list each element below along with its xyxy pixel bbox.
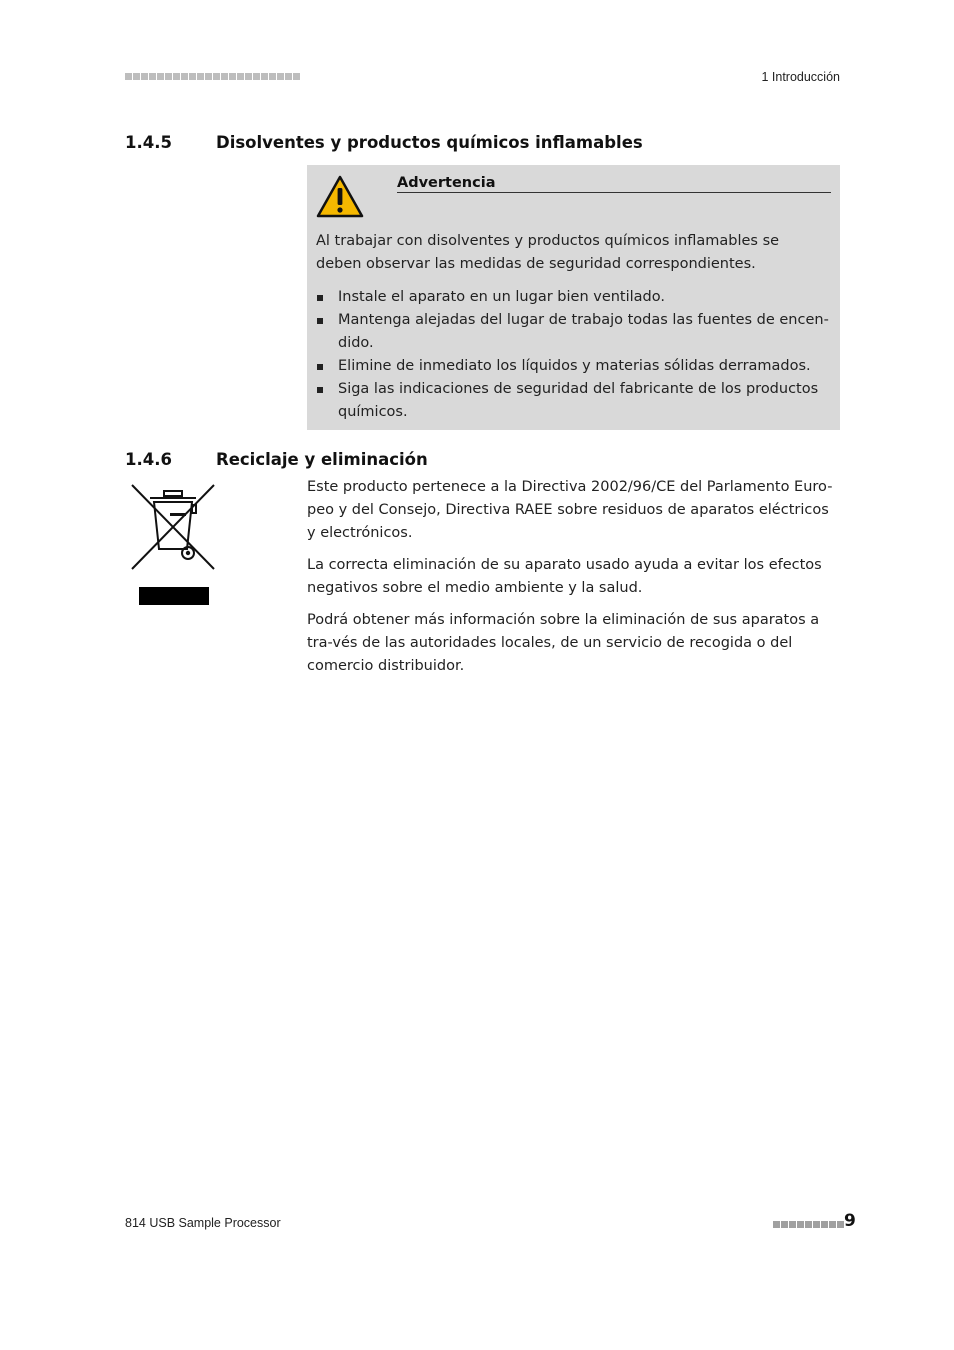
warning-triangle-icon bbox=[316, 175, 364, 218]
paragraph: La correcta eliminación de su aparato usado ayuda a evitar los efectos negativos sobre el medio ambiente y la salud. bbox=[307, 557, 822, 596]
weee-black-bar bbox=[139, 587, 209, 605]
list-item: Instale el aparato en un lugar bien ventilado. bbox=[316, 286, 831, 309]
section-heading-1-4-5 bbox=[125, 133, 643, 152]
warning-intro: Al trabajar con disolventes y productos químicos inflamables se deben observar las medidas de seguridad correspondientes. bbox=[316, 233, 780, 272]
crossed-out-wheelie-bin-icon bbox=[128, 483, 218, 573]
section-title: Reciclaje y eliminación bbox=[216, 450, 428, 469]
section-number: 1.4.5 bbox=[125, 133, 172, 152]
list-item: Elimine de inmediato los líquidos y materias sólidas derramados. bbox=[316, 355, 831, 378]
page-number: 9 bbox=[844, 1211, 856, 1231]
warning-title: Advertencia bbox=[397, 175, 831, 193]
section-number: 1.4.6 bbox=[125, 450, 172, 469]
warning-box bbox=[307, 165, 840, 430]
section-title: Disolventes y productos químicos inflamables bbox=[216, 133, 643, 152]
header-dots-decoration bbox=[125, 73, 300, 80]
chapter-header: 1 Introducción bbox=[761, 70, 840, 84]
footer-product-name: 814 USB Sample Processor bbox=[125, 1216, 281, 1230]
list-item: Mantenga alejadas del lugar de trabajo todas las fuentes de encen-dido. bbox=[316, 309, 831, 355]
warning-list bbox=[316, 286, 831, 424]
footer-dots-decoration bbox=[773, 1221, 844, 1228]
paragraph: Podrá obtener más información sobre la eliminación de sus aparatos a tra-vés de las autoridades locales, de un servicio de recogida o del comercio distribuidor. bbox=[307, 612, 820, 674]
list-item: Siga las indicaciones de seguridad del fabricante de los productos químicos. bbox=[316, 378, 831, 424]
section-heading-1-4-6 bbox=[125, 450, 428, 469]
recycling-text bbox=[307, 476, 840, 687]
paragraph: Este producto pertenece a la Directiva 2002/96/CE del Parlamento Euro-peo y del Consejo, Directiva RAEE sobre residuos de aparatos eléctricos y electrónicos. bbox=[307, 479, 833, 541]
